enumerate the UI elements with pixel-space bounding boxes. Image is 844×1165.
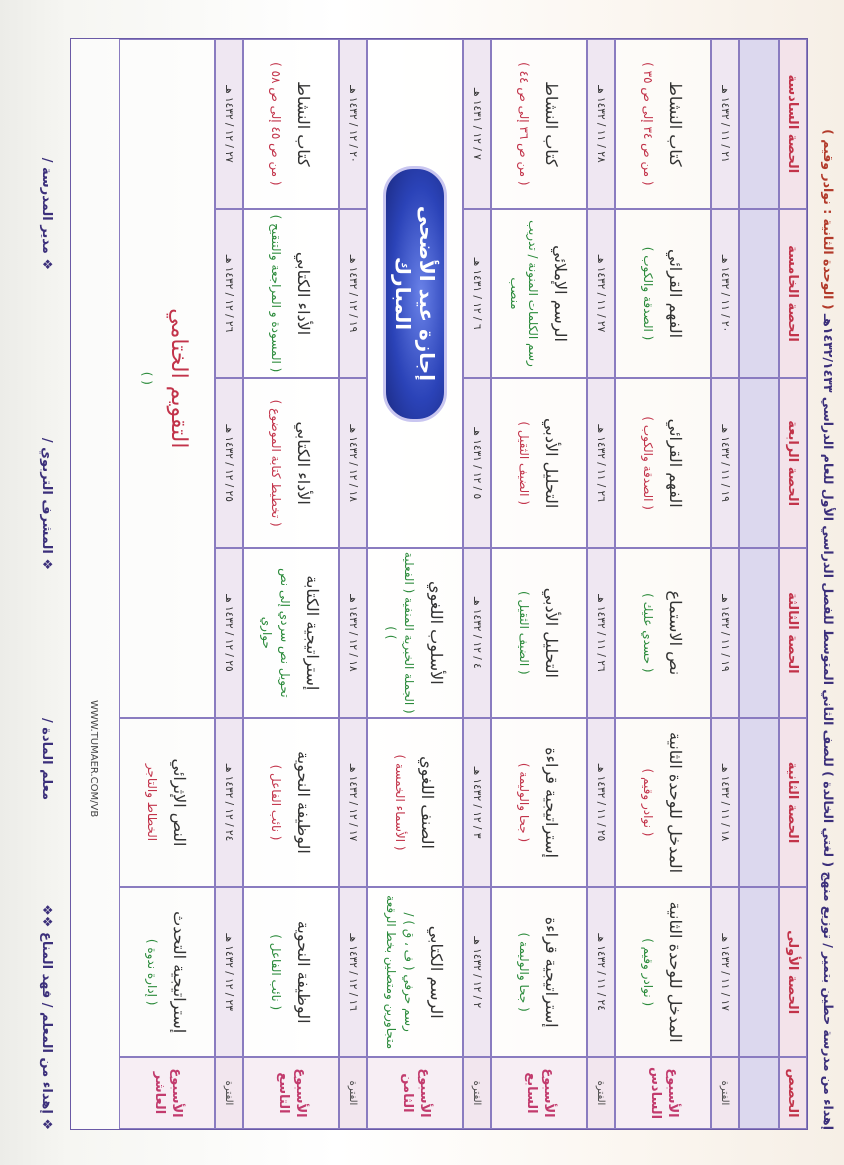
blank-cell bbox=[739, 887, 779, 1057]
period-label: الفترة bbox=[339, 1057, 367, 1129]
blank-cell bbox=[739, 718, 779, 888]
date-cell: ٧ / ١٢ / ١٤٣١ هـ bbox=[463, 39, 491, 209]
lesson-title: الأسلوب اللغوي bbox=[427, 580, 446, 685]
week-label: الأسبوع العاشر bbox=[119, 1057, 215, 1129]
date-cell: ٢٠ / ١٢ / ١٤٣٢ هـ bbox=[339, 39, 367, 209]
column-header-periods: الحصص bbox=[779, 1057, 807, 1129]
lesson-subtitle: ( الجملة الخبرية المنفية ( الفعلية ) ) bbox=[384, 551, 416, 714]
date-cell: ٢٧ / ١٢ / ١٤٣٢ هـ bbox=[215, 39, 243, 209]
lesson-title: الرسم الكتابي bbox=[427, 925, 446, 1019]
date-cell: ١٨ / ١١ / ١٤٣٢ هـ bbox=[711, 718, 739, 888]
lesson-subtitle: الخطاط والتاجر bbox=[145, 763, 159, 842]
document-footer bbox=[28, 40, 54, 1130]
lesson-cell bbox=[615, 548, 711, 718]
lesson-title: إستراتيجية الكتابة bbox=[303, 575, 322, 691]
lesson-cell bbox=[243, 209, 339, 379]
lesson-cell bbox=[243, 548, 339, 718]
holiday-badge: إجازة عيد الأضحى المبارك bbox=[383, 166, 447, 422]
lesson-title: الوظيفة النحوية bbox=[294, 920, 313, 1024]
lesson-subtitle: ( نائب الفاعل ) bbox=[269, 934, 283, 1011]
lesson-subtitle: ( نوادر وقيم ) bbox=[641, 938, 655, 1007]
date-cell: ١٩ / ١٢ / ١٤٣٢ هـ bbox=[339, 209, 367, 379]
lesson-subtitle: رسم حرفي ( ف ، ق ) / متجاورين ومتصلين بخط الرقعة bbox=[384, 895, 416, 1050]
lesson-subtitle: ( الضيف الثقيل ) bbox=[517, 591, 531, 675]
date-cell: ١٩ / ١١ / ١٤٣٢ هـ bbox=[711, 378, 739, 548]
column-header-2: الحصة الثانية bbox=[779, 718, 807, 888]
date-cell: ٢٣ / ١٢ / ١٤٣٢ هـ bbox=[215, 887, 243, 1057]
lesson-subtitle: ( إدارة ندوة ) bbox=[145, 938, 159, 1006]
lesson-cell bbox=[615, 209, 711, 379]
lesson-subtitle: ( نائب الفاعل ) bbox=[269, 764, 283, 841]
lesson-cell bbox=[243, 378, 339, 548]
lesson-subtitle: ( نوادر وقيم ) bbox=[641, 768, 655, 837]
lesson-title: كتاب النشاط bbox=[666, 81, 685, 167]
period-label: الفترة bbox=[215, 1057, 243, 1129]
lesson-cell bbox=[119, 718, 215, 888]
lesson-cell bbox=[491, 548, 587, 718]
date-cell: ٢٥ / ١٢ / ١٤٣٢ هـ bbox=[215, 378, 243, 548]
schedule-table bbox=[70, 38, 808, 1130]
footer-supervisor: ❖ المشرف التربوي / bbox=[39, 437, 54, 570]
lesson-title: إستراتيجية قراءة bbox=[542, 747, 561, 858]
lesson-title: إستراتيجية التحدث bbox=[170, 911, 189, 1034]
date-cell: ٢٥ / ١١ / ١٤٣٢ هـ bbox=[587, 718, 615, 888]
date-cell: ١٦ / ١٢ / ١٤٣٢ هـ bbox=[339, 887, 367, 1057]
date-cell: ٢٤ / ١٢ / ١٤٣٢ هـ bbox=[215, 718, 243, 888]
week-label: الأسبوع الثامن bbox=[367, 1057, 463, 1129]
lesson-subtitle: ( من ص ٣٤ إلى ص ٣٥ ) bbox=[641, 62, 655, 186]
date-cell: ٢٦ / ١١ / ١٤٣٢ هـ bbox=[587, 378, 615, 548]
lesson-cell bbox=[491, 718, 587, 888]
date-cell: ٢٧ / ١١ / ١٤٣٢ هـ bbox=[587, 209, 615, 379]
lesson-cell bbox=[367, 718, 463, 888]
lesson-title: النص الإثرائي bbox=[170, 758, 189, 847]
lesson-title: الفهم القرائي bbox=[666, 249, 685, 339]
lesson-subtitle: ( الصدقة والكوب ) bbox=[641, 246, 655, 341]
period-label: الفترة bbox=[463, 1057, 491, 1129]
date-cell: ١٩ / ١١ / ١٤٣٢ هـ bbox=[711, 548, 739, 718]
date-cell: ٢٥ / ١٢ / ١٤٣٢ هـ bbox=[215, 548, 243, 718]
lesson-cell bbox=[615, 378, 711, 548]
date-cell: ٦ / ١٢ / ١٤٣١ هـ bbox=[463, 209, 491, 379]
blank-cell bbox=[739, 209, 779, 379]
lesson-cell bbox=[491, 39, 587, 209]
footer-gift: ❖ إهداء من المعلم / فهد المناع ❖❖ bbox=[39, 904, 54, 1130]
holiday-block bbox=[367, 39, 463, 548]
week-label: الأسبوع التاسع bbox=[243, 1057, 339, 1129]
blank-cell bbox=[739, 378, 779, 548]
lesson-title: كتاب النشاط bbox=[542, 81, 561, 167]
lesson-cell bbox=[491, 378, 587, 548]
date-cell: ٢٤ / ١١ / ١٤٣٢ هـ bbox=[587, 887, 615, 1057]
lesson-subtitle: ( الأسماء الخمسة ) bbox=[393, 754, 407, 851]
date-cell: ٢٨ / ١١ / ١٤٣٢ هـ bbox=[587, 39, 615, 209]
final-review-block bbox=[119, 39, 215, 718]
lesson-title: التحليل الأدبي bbox=[542, 587, 561, 678]
lesson-subtitle: رسم الكلمات المنونة / تدريب منصب bbox=[508, 220, 540, 367]
date-cell: ٣ / ١٢ / ١٤٣٢ هـ bbox=[463, 718, 491, 888]
lesson-subtitle: ( تخطيط كتابة الموضوع ) bbox=[269, 399, 283, 527]
date-cell: ٢٠ / ١١ / ١٤٣٢ هـ bbox=[711, 209, 739, 379]
week-label: الأسبوع السابع bbox=[491, 1057, 587, 1129]
lesson-title: الصنف اللغوي bbox=[418, 756, 437, 849]
period-label: الفترة bbox=[711, 1057, 739, 1129]
lesson-cell bbox=[243, 887, 339, 1057]
lesson-title: كتاب النشاط bbox=[294, 81, 313, 167]
blank-cell bbox=[739, 1057, 779, 1129]
lesson-subtitle: ( الضيف الثقيل ) bbox=[517, 421, 531, 505]
footer-principal: ❖ مدير المدرسة / bbox=[39, 157, 54, 270]
lesson-title: الأداء الكتابي bbox=[294, 251, 313, 336]
review-subtitle: ( ) bbox=[140, 371, 155, 385]
blank-cell bbox=[739, 39, 779, 209]
lesson-subtitle: ( جحا والوليمة ) bbox=[517, 762, 531, 843]
lesson-title: الرسم الإملائي bbox=[551, 245, 570, 342]
date-cell: ٢١ / ١١ / ١٤٣٢ هـ bbox=[711, 39, 739, 209]
lesson-cell bbox=[367, 887, 463, 1057]
lesson-title: إستراتيجية قراءة bbox=[542, 916, 561, 1028]
lesson-title: المدخل للوحدة الثانية bbox=[666, 731, 685, 874]
column-header-5: الحصة الخامسة bbox=[779, 209, 807, 379]
lesson-title: الأداء الكتابي bbox=[294, 421, 313, 505]
footer-teacher: معلم المادة / bbox=[39, 718, 54, 800]
watermark-text: WWW.TUMAER.COM/VB bbox=[88, 700, 99, 818]
date-cell: ٢ / ١٢ / ١٤٣٢ هـ bbox=[463, 887, 491, 1057]
lesson-subtitle: تحويل نص سردي إلى نص حواري bbox=[260, 568, 292, 698]
lesson-cell bbox=[491, 887, 587, 1057]
lesson-title: المدخل للوحدة الثانية bbox=[666, 901, 685, 1043]
period-label: الفترة bbox=[587, 1057, 615, 1129]
date-cell: ٥ / ١٢ / ١٤٣١ هـ bbox=[463, 378, 491, 548]
column-header-3: الحصة الثالثة bbox=[779, 548, 807, 718]
week-label: الأسبوع السادس bbox=[615, 1057, 711, 1129]
date-cell: ٢٦ / ١٢ / ١٤٣٢ هـ bbox=[215, 209, 243, 379]
lesson-cell bbox=[243, 718, 339, 888]
lesson-cell bbox=[615, 887, 711, 1057]
date-cell: ١٧ / ١١ / ١٤٣٢ هـ bbox=[711, 887, 739, 1057]
review-title: التقويم الختامي bbox=[166, 308, 192, 449]
lesson-subtitle: ( جحا والوليمة ) bbox=[517, 932, 531, 1012]
lesson-title: الفهم القرائي bbox=[666, 418, 685, 508]
column-header-1: الحصة الأولى bbox=[779, 887, 807, 1057]
lesson-subtitle: ( المسودة و المراجعة والتنقيح ) bbox=[269, 214, 283, 373]
lesson-cell bbox=[615, 39, 711, 209]
header-title: إهداء من مدرسة حطين بتمير / توزيع منهج ( لغتي الخالدة ) للصف الثاني المتوسط للفصل الدراسي الأول للعام الدراسي ١٤٣٢/١٤٣٣هـ bbox=[821, 313, 836, 1130]
date-cell: ١٨ / ١٢ / ١٤٣٢ هـ bbox=[339, 378, 367, 548]
lesson-subtitle: ( من ص ٣٦ إلى ص ٤٤ ) bbox=[517, 62, 531, 186]
lesson-subtitle: ( الصدقة والكوب ) bbox=[641, 416, 655, 510]
unit-title: ( الوحدة الثانية : نوادر وقيم ) bbox=[821, 129, 836, 310]
date-cell: ١٧ / ١٢ / ١٤٣٢ هـ bbox=[339, 718, 367, 888]
date-cell: ١٨ / ١٢ / ١٤٣٢ هـ bbox=[339, 548, 367, 718]
lesson-title: الوظيفة النحوية bbox=[294, 751, 313, 854]
lesson-subtitle: ( من ص ٤٥ إلى ص ٥٨ ) bbox=[269, 62, 283, 186]
column-header-4: الحصة الرابعة bbox=[779, 378, 807, 548]
document-header bbox=[814, 40, 836, 1130]
lesson-cell bbox=[119, 887, 215, 1057]
lesson-cell bbox=[615, 718, 711, 888]
column-header-6: الحصة السادسة bbox=[779, 39, 807, 209]
blank-cell bbox=[739, 548, 779, 718]
lesson-cell bbox=[243, 39, 339, 209]
lesson-cell bbox=[491, 209, 587, 379]
lesson-cell bbox=[367, 548, 463, 718]
date-cell: ٤ / ١٢ / ١٤٣٢ هـ bbox=[463, 548, 491, 718]
lesson-subtitle: ( حسدي عليك ) bbox=[641, 593, 655, 673]
date-cell: ٢٦ / ١١ / ١٤٣٢ هـ bbox=[587, 548, 615, 718]
lesson-title: التحليل الأدبي bbox=[542, 418, 561, 509]
lesson-title: نص الاستماع bbox=[666, 590, 685, 676]
